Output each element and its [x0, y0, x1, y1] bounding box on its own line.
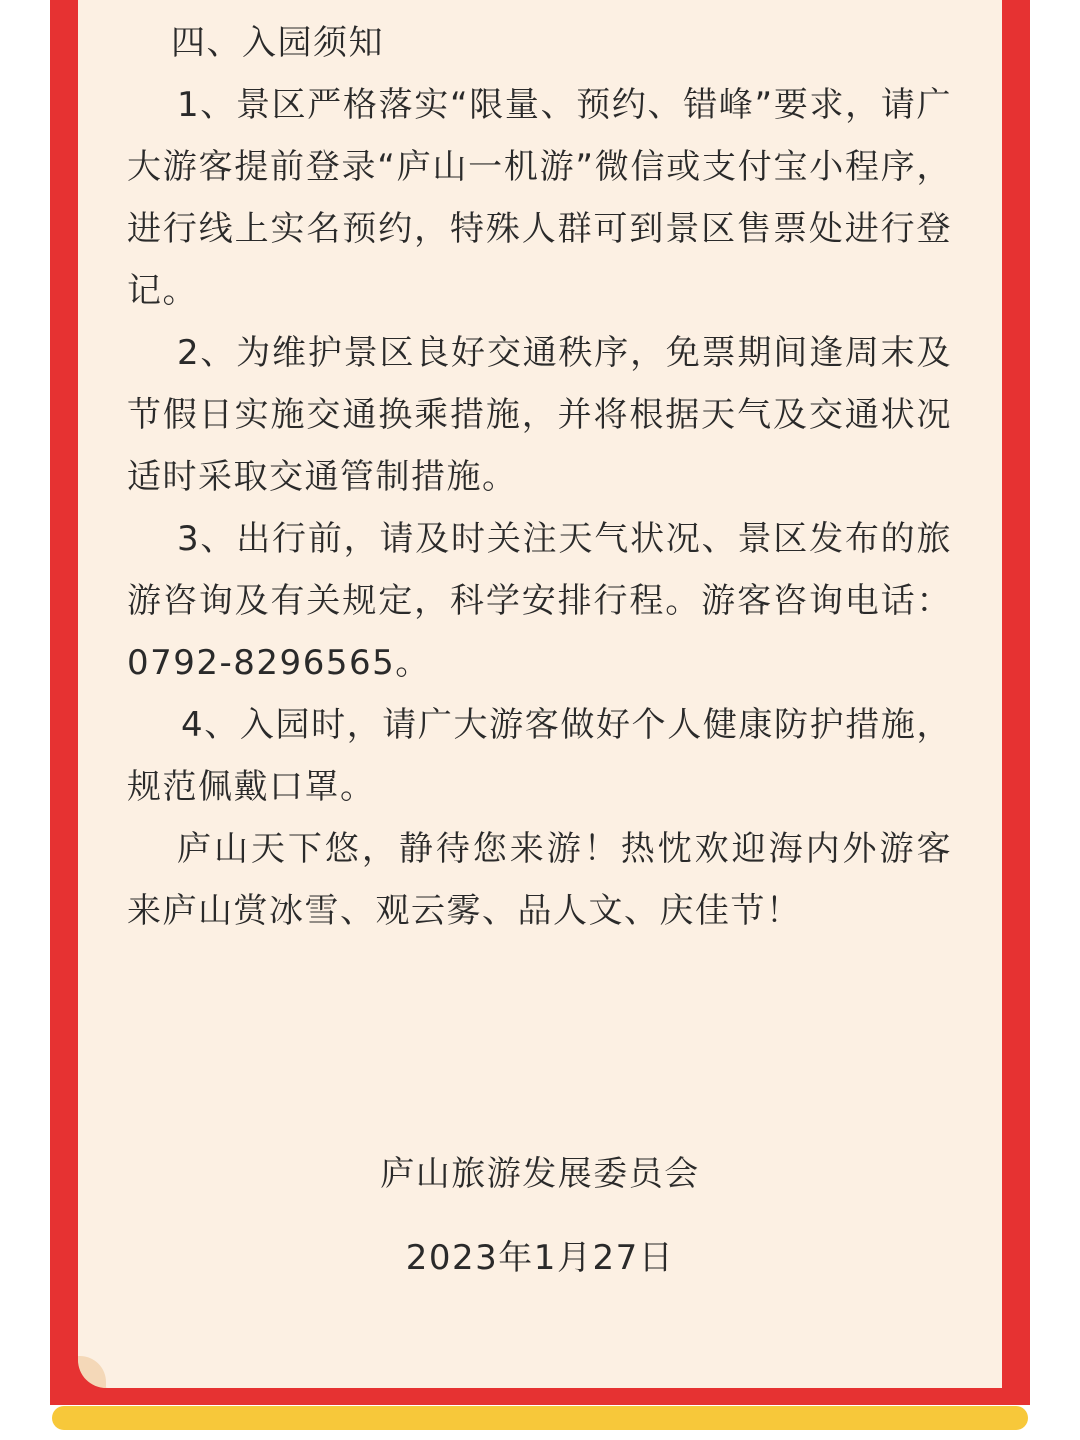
signature-date: 2023年1月27日 — [405, 1238, 675, 1278]
section-heading: 四、入园须知 — [171, 23, 384, 63]
notice-item-4: 4、入园时，请广大游客做好个人健康防护措施，规范佩戴口罩。 — [127, 705, 952, 807]
signature-organization: 庐山旅游发展委员会 — [380, 1154, 700, 1194]
notice-item-1: 1、景区严格落实“限量、预约、错峰”要求，请广大游客提前登录“庐山一机游”微信或支付宝小程序，进行线上实名预约，特殊人群可到景区售票处进行登记。 — [127, 85, 952, 311]
notice-body — [127, 12, 952, 942]
notice-item-3: 3、出行前，请及时关注天气状况、景区发布的旅游咨询及有关规定，科学安排行程。游客咨询电话：0792-8296565。 — [127, 519, 952, 683]
notice-item-2: 2、为维护景区良好交通秩序，免票期间逢周末及节假日实施交通换乘措施，并将根据天气及交通状况适时采取交通管制措施。 — [127, 333, 952, 497]
closing-paragraph: 庐山天下悠，静待您来游！热忱欢迎海内外游客来庐山赏冰雪、观云雾、品人文、庆佳节！ — [127, 829, 952, 931]
gold-bottom-bar — [52, 1406, 1028, 1430]
